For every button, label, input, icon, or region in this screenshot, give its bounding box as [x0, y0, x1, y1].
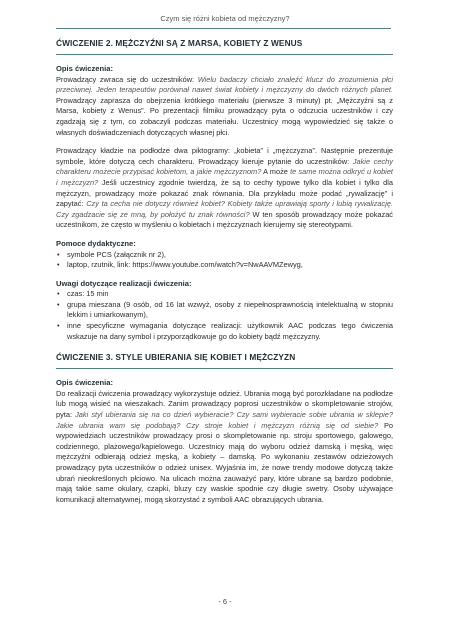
- notes-list: [56, 289, 393, 342]
- text-run: A może: [261, 167, 291, 177]
- list-item: • czas: 15 min: [56, 289, 393, 300]
- section-rule: [56, 54, 393, 55]
- text-run: W ten sposób prowadzący może pokazać uczestnikom, że często w myśleniu o kobietach i mężczyznach kierujemy się stereotypami.: [56, 209, 394, 230]
- text-run: Do realizacji ćwiczenia prowadzący wykorzystuje odzież. Ubrania mogą być porozkładane na podłodze lub mogą wisieć na wieszakach. Zanim prowadzący poprosi uczestników o skompletowanie strojów, pyta:: [56, 388, 393, 420]
- list-item: • grupa mieszana (9 osób, od 16 lat wzwyż, osoby z niepełnosprawnością intelektualną w stopniu lekkim i umiarkowanym),: [56, 300, 393, 321]
- page-number: - 6 -: [218, 597, 232, 606]
- teaching-aids-list: [56, 250, 393, 271]
- quoted-question: Czy ta cecha nie dotyczy również kobiet? Kobiety także uprawiają sporty i lubią rywalizację. Czy zgadzacie się ze mną, by położyć tu znak równości?: [56, 199, 393, 219]
- description-paragraph-3: [56, 389, 393, 506]
- notes-heading: Uwagi dotyczące realizacji ćwiczenia:: [56, 278, 192, 288]
- description-paragraph-1: [56, 75, 393, 139]
- header-rule: [56, 28, 391, 29]
- list-item: • inne specyficzne wymagania dotyczące realizacji: użytkownik AAC podczas tego ćwiczenia wskazuje na dany symbol i przyporządkowuje go do kobiety bądź mężczyzny.: [56, 321, 393, 342]
- running-head: Czym się różni kobieta od mężczyzny?: [160, 14, 290, 23]
- section-title-text: ĆWICZENIE 2. MĘŻCZYŹNI SĄ Z MARSA, KOBIETY Z WENUS: [56, 38, 303, 48]
- page-content: [56, 38, 393, 513]
- section-title-exercise-3: [56, 352, 393, 369]
- text-run: Prowadzący kładzie na podłodze dwa piktogramy: „kobieta” i „mężczyzna”. Następnie prezentuje symbole, które dotyczą cech charakteru. Prowadzący kieruje pytanie do uczestników:: [56, 146, 393, 166]
- list-item: • symbole PCS (załącznik nr 2),: [56, 250, 393, 261]
- text-run: Po wypowiedziach uczestników prowadzący prosi o skompletowanie np. stroju sportowego, galowego, codziennego, plażowego/kąpielowego. Uczestnicy mają do wyboru odzież damską i męską, więc mężczyźni odbierają odzież męską, a kobiety – damską. Po wykonaniu zestawów odzieżowych prowadzący pyta uczestników o odzież unisex. Wyjaśnia im, że nowe trendy modowe dotyczą także ubrań nieokreślonych płciowo. Na ulicach można zauważyć pary, które ubrane są bardzo podobnie, mają takie same okulary, czapki, bluzy czy waskie spodnie czy długie swetry. Osoby używające komunikacji alternatywnej, mogą skorzystać z symboli AAC obrazujących ubrania.: [56, 420, 394, 504]
- section-title-text: ĆWICZENIE 3. STYLE UBIERANIA SIĘ KOBIET I MĘŻCZYZN: [56, 352, 296, 363]
- description-paragraph-2: [56, 146, 393, 231]
- section-title-exercise-2: [56, 38, 393, 55]
- quoted-question: Jaki styl ubierania się na co dzień wybieracie? Czy sami wybieracie sobie ubrania w sklepie? Jakie ubrania wam się podobają? Czy stroje kobiet i mężczyzn różnią się od siebie?: [56, 410, 394, 430]
- description-heading: Opis ćwiczenia:: [56, 64, 113, 73]
- description-heading: Opis ćwiczenia:: [56, 378, 113, 388]
- section-rule: [56, 368, 393, 369]
- text-run: Jeśli uczestnicy zgodnie twierdzą, że są to cechy typowe tylko dla kobiet i tylko dla mężczyzn, prowadzący może pokazać znak równania. Dla przykładu może podać „rywalizację” i zapytać:: [56, 177, 393, 209]
- quoted-question: te same można odkryć u kobiet i mężczyzn?: [56, 167, 393, 187]
- list-item: • laptop, rzutnik, link: https://www.youtube.com/watch?v=NwAAVMZewyg,: [56, 260, 393, 271]
- quoted-question: Jakie cechy charakteru możecie przypisać kobietom, a jakie mężczyznom?: [56, 156, 393, 177]
- text-run: Prowadzący zwraca się do uczestników:: [56, 74, 198, 84]
- quoted-speech: Wielu badaczy chciało znaleźć klucz do zrozumienia płci przeciwnej. Jeden terapeutów porównał nawet świat kobiety i mężczyzny do dwóch różnych planet.: [56, 74, 393, 95]
- text-run: Prowadzący zaprasza do obejrzenia krótkiego materiału (pierwsze 3 minuty) pt. „Mężczyźni są z Marsa, kobiety z Wenus”. Po prezentacji filmiku prowadzący pyta o odczucia uczestników i czy zgadzają się z tym, co zobaczyli podczas materiału. Uczestnicy mogą wypowiedzieć się także o własnych doświadczeniach dotyczących własnej płci.: [56, 95, 393, 137]
- teaching-aids-heading: Pomoce dydaktyczne:: [56, 238, 136, 248]
